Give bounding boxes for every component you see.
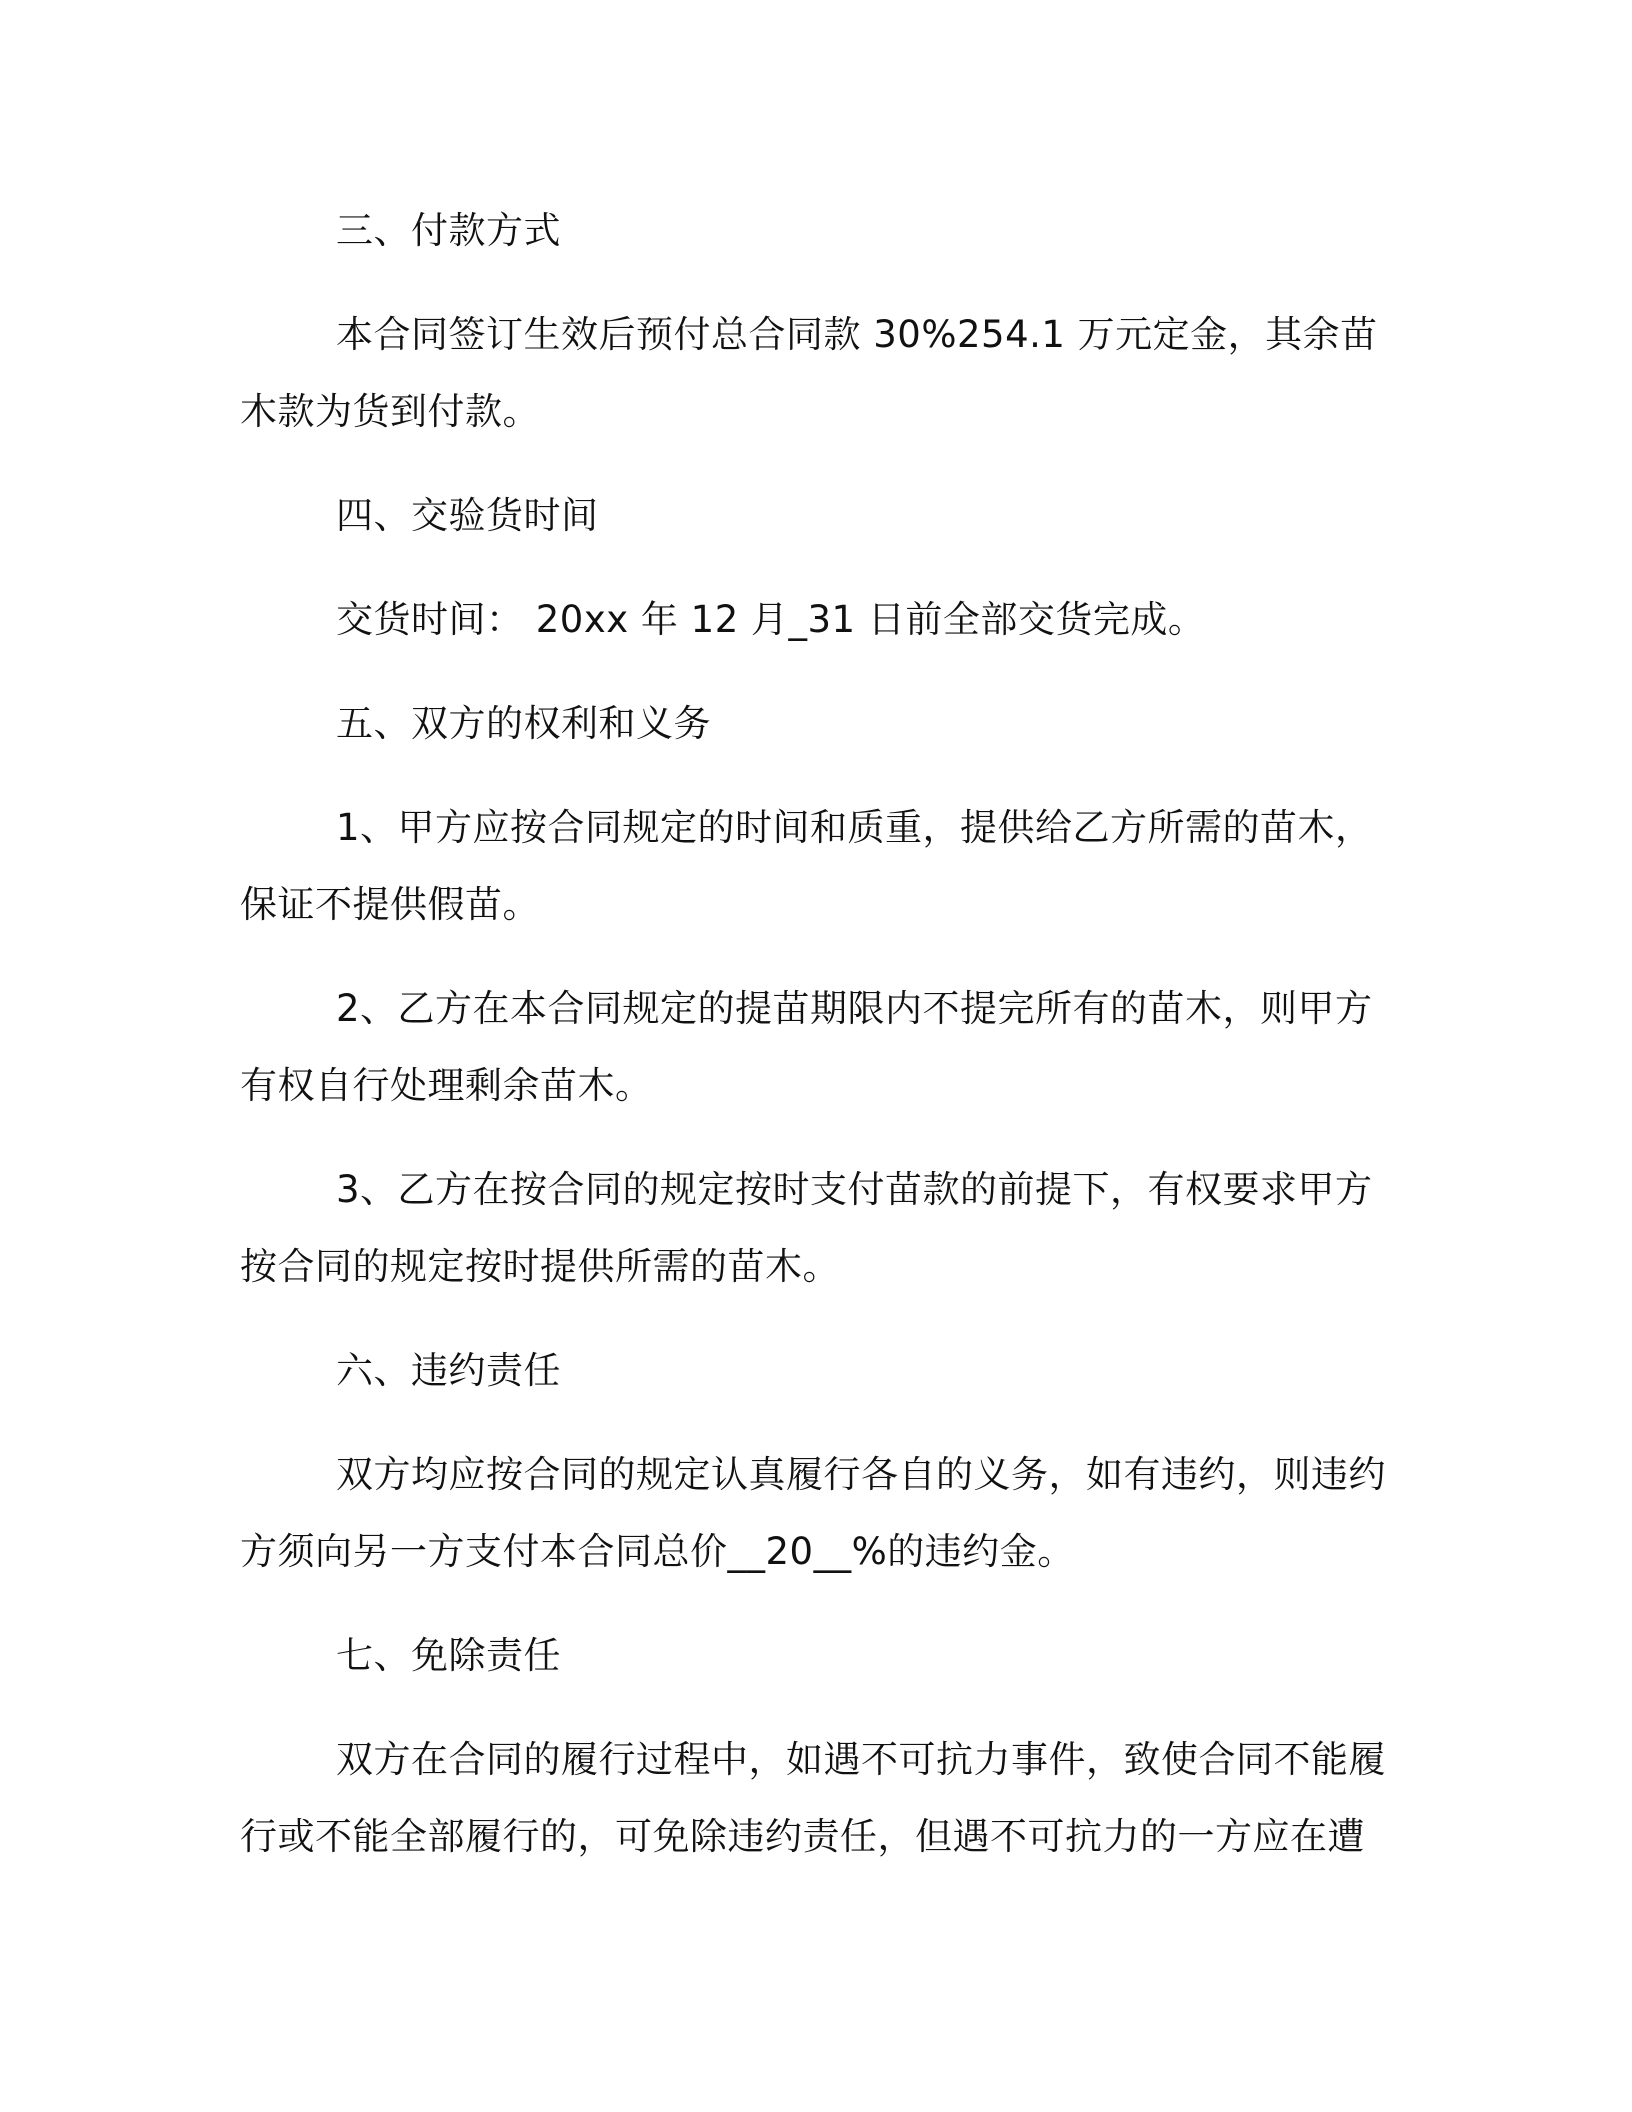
section-heading-exemption: 七、免除责任 [336,1634,561,1677]
delivery-clause: 交货时间： 20xx 年 12 月_31 日前全部交货完成。 [336,598,1206,641]
section-heading-delivery: 四、交验货时间 [336,494,599,537]
payment-clause: 本合同签订生效后预付总合同款 30%254.1 万元定金，其余苗木款为货到付款。 [240,313,1378,433]
breach-clause: 双方均应按合同的规定认真履行各自的义务，如有违约，则违约方须向另一方支付本合同总价__20__%的违约金。 [240,1453,1386,1573]
exemption-clause: 双方在合同的履行过程中，如遇不可抗力事件，致使合同不能履行或不能全部履行的，可免除违约责任，但遇不可抗力的一方应在遭 [240,1738,1386,1858]
rights-item-3: 3、乙方在按合同的规定按时支付苗款的前提下，有权要求甲方按合同的规定按时提供所需的苗木。 [240,1168,1373,1288]
section-heading-rights: 五、双方的权利和义务 [336,702,711,745]
rights-item-1: 1、甲方应按合同规定的时间和质重，提供给乙方所需的苗木，保证不提供假苗。 [240,806,1373,926]
rights-item-2: 2、乙方在本合同规定的提苗期限内不提完所有的苗木，则甲方有权自行处理剩余苗木。 [240,987,1373,1107]
section-heading-payment: 三、付款方式 [336,209,561,252]
section-heading-breach: 六、违约责任 [336,1349,561,1392]
document-content [240,192,1390,1875]
